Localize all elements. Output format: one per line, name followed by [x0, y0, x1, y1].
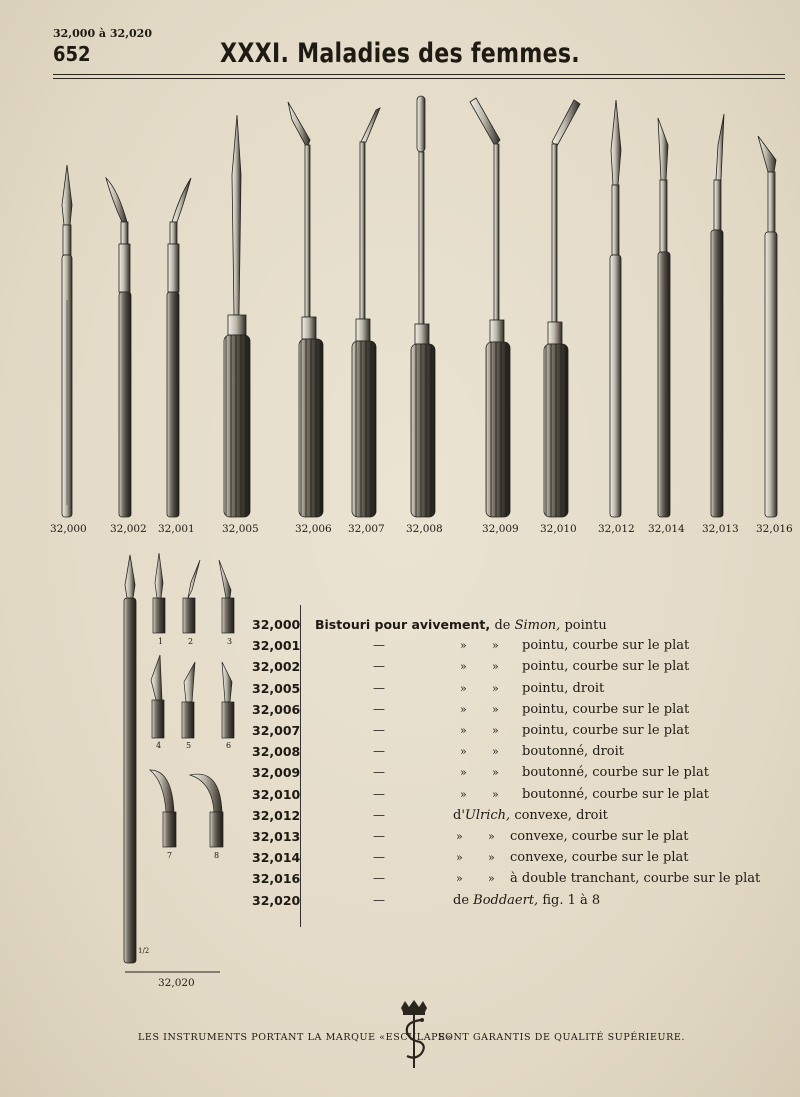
ditto-dash: — — [373, 681, 385, 695]
sub-label-8: 8 — [214, 851, 220, 860]
ditto-mark: » — [456, 830, 463, 843]
catalog-code: 32,000 — [252, 617, 301, 632]
ditto-mark: » — [456, 851, 463, 864]
figure-caption: 32,013 — [702, 523, 739, 535]
instrument-32010 — [544, 100, 580, 517]
catalog-code: 32,002 — [252, 659, 301, 674]
catalog-code: 32,014 — [252, 850, 301, 865]
instrument-32013 — [711, 114, 724, 517]
ditto-mark: » — [488, 851, 495, 864]
catalog-code: 32,013 — [252, 829, 301, 844]
sub-label-3: 3 — [227, 637, 233, 646]
figure-caption: 32,002 — [110, 523, 147, 535]
instrument-32012 — [610, 100, 621, 517]
catalog-description: convexe, courbe sur le plat — [510, 829, 689, 844]
ditto-mark: » — [492, 766, 499, 779]
catalog-description: pointu, courbe sur le plat — [522, 659, 690, 674]
ditto-dash: — — [373, 765, 385, 779]
instrument-32006 — [288, 102, 323, 517]
ditto-mark: » — [492, 682, 499, 695]
footer-left: LES INSTRUMENTS PORTANT LA MARQUE «ESCULAPE» — [138, 1032, 453, 1043]
catalog-description: de Boddaert, fig. 1 à 8 — [453, 893, 601, 908]
figure-caption: 32,010 — [540, 523, 577, 535]
catalog-code: 32,007 — [252, 723, 301, 738]
figure-caption: 32,016 — [756, 523, 793, 535]
footer-right: SONT GARANTIS DE QUALITÉ SUPÉRIEURE. — [438, 1032, 686, 1043]
ditto-dash: — — [373, 659, 385, 673]
instrument-32014 — [658, 118, 670, 517]
figure-caption: 32,005 — [222, 523, 259, 535]
ditto-mark: » — [492, 703, 499, 716]
ditto-mark: » — [460, 788, 467, 801]
instrument-32001 — [167, 178, 191, 517]
ditto-dash: — — [373, 808, 385, 822]
ditto-mark: » — [488, 830, 495, 843]
sub-label-5: 5 — [186, 741, 192, 750]
ditto-mark: » — [492, 745, 499, 758]
figure-caption: 32,009 — [482, 523, 519, 535]
catalog-code: 32,006 — [252, 702, 301, 717]
sub-label-1: 1 — [158, 637, 164, 646]
catalog-description: pointu, courbe sur le plat — [522, 638, 690, 653]
catalog-description: pointu, droit — [522, 681, 605, 696]
page-number: 652 — [53, 42, 91, 66]
catalog-description: boutonné, droit — [522, 744, 625, 759]
item-range: 32,000 à 32,020 — [53, 27, 152, 40]
ditto-dash: — — [373, 850, 385, 864]
ditto-mark: » — [460, 703, 467, 716]
ditto-dash: — — [373, 787, 385, 801]
figure-caption: 32,006 — [295, 523, 332, 535]
figure-caption: 32,007 — [348, 523, 385, 535]
sub-label-4: 4 — [156, 741, 162, 750]
ditto-mark: » — [492, 639, 499, 652]
catalog-description: pointu, courbe sur le plat — [522, 702, 690, 717]
sub-label-7: 7 — [167, 851, 173, 860]
instrument-32020-handle — [124, 555, 220, 972]
catalog-code: 32,008 — [252, 744, 301, 759]
catalog-description: boutonné, courbe sur le plat — [522, 787, 709, 802]
sub-label-6: 6 — [226, 741, 232, 750]
figure-caption: 32,001 — [158, 523, 195, 535]
catalog-code: 32,020 — [252, 893, 301, 908]
ditto-dash: — — [373, 723, 385, 737]
ditto-mark: » — [460, 745, 467, 758]
ditto-mark: » — [492, 660, 499, 673]
ditto-mark: » — [492, 724, 499, 737]
ditto-dash: — — [373, 871, 385, 885]
page-title: XXXI. Maladies des femmes. — [220, 38, 580, 69]
ditto-mark: » — [460, 660, 467, 673]
catalog-description: à double tranchant, courbe sur le plat — [510, 871, 761, 886]
instrument-32002 — [106, 178, 131, 517]
catalog-description: d'Ulrich, convexe, droit — [453, 808, 608, 823]
catalog-code: 32,001 — [252, 638, 301, 653]
instrument-32005 — [224, 115, 250, 517]
ditto-mark: » — [460, 639, 467, 652]
figure-caption: 32,000 — [50, 523, 87, 535]
catalog-description: pointu, courbe sur le plat — [522, 723, 690, 738]
catalog-description: Bistouri pour avivement, de Simon, pointu — [315, 617, 607, 633]
catalog-code: 32,016 — [252, 871, 301, 886]
ditto-dash: — — [373, 744, 385, 758]
ditto-mark: » — [460, 766, 467, 779]
ditto-dash: — — [373, 638, 385, 652]
esculape-logo-icon — [395, 998, 433, 1070]
catalog-code: 32,010 — [252, 787, 301, 802]
instrument-32007 — [352, 108, 380, 517]
instrument-32016 — [758, 136, 777, 517]
blade-heads — [150, 553, 234, 847]
catalog-code: 32,009 — [252, 765, 301, 780]
scale-label: 1/2 — [138, 947, 150, 955]
ditto-mark: » — [456, 872, 463, 885]
ditto-dash: — — [373, 702, 385, 716]
ditto-dash: — — [373, 893, 385, 907]
ditto-mark: » — [460, 724, 467, 737]
catalog-description: convexe, courbe sur le plat — [510, 850, 689, 865]
ditto-mark: » — [460, 682, 467, 695]
sub-label-2: 2 — [188, 637, 194, 646]
instrument-32008 — [411, 96, 435, 517]
instrument-32000 — [62, 165, 72, 517]
catalog-code: 32,012 — [252, 808, 301, 823]
catalog-description: boutonné, courbe sur le plat — [522, 765, 709, 780]
figure-caption: 32,012 — [598, 523, 635, 535]
ditto-dash: — — [373, 829, 385, 843]
instrument-32009 — [470, 98, 510, 517]
detail-figure-caption: 32,020 — [158, 977, 195, 989]
ditto-mark: » — [492, 788, 499, 801]
figure-caption: 32,008 — [406, 523, 443, 535]
figure-caption: 32,014 — [648, 523, 685, 535]
ditto-mark: » — [488, 872, 495, 885]
catalog-code: 32,005 — [252, 681, 301, 696]
